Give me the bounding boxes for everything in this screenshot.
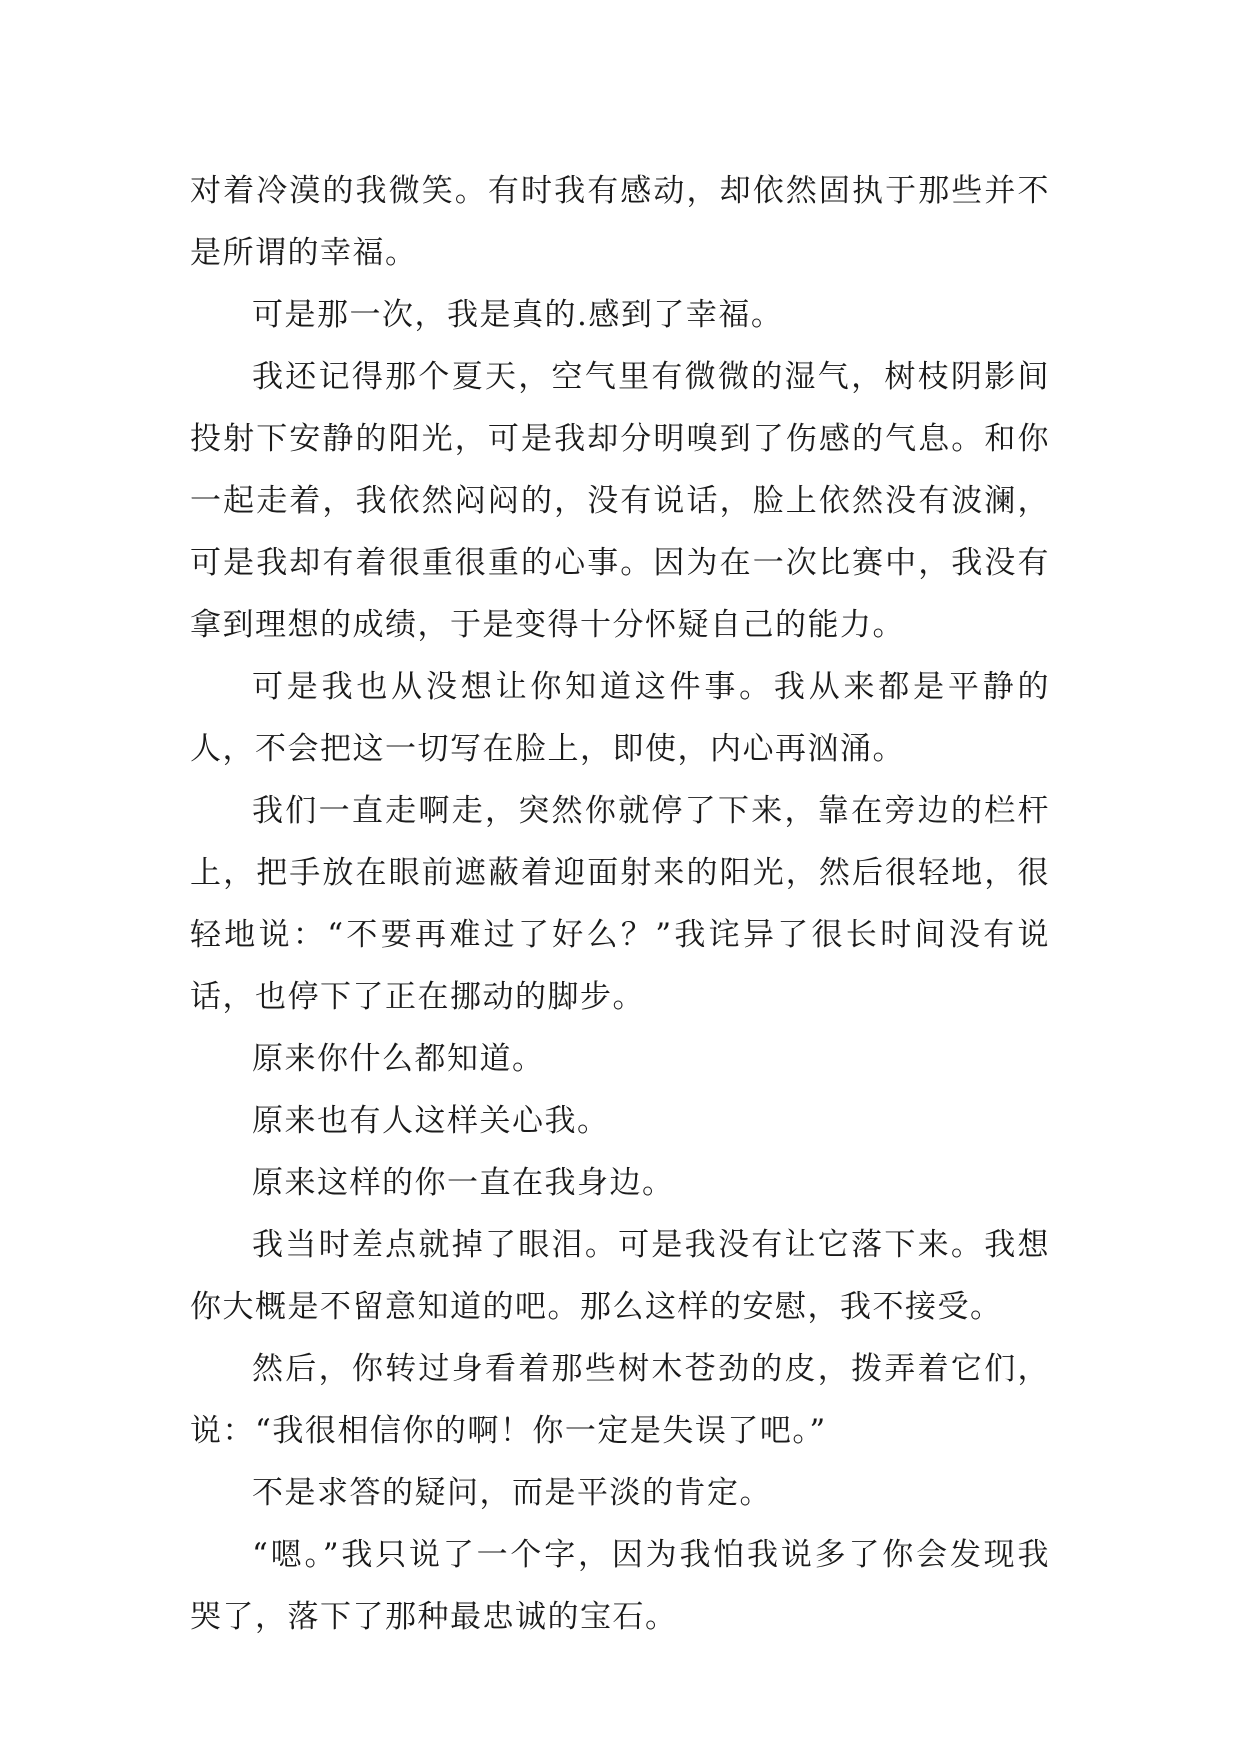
paragraph-1: 对着冷漠的我微笑。有时我有感动，却依然固执于那些并不是所谓的幸福。 xyxy=(190,173,1050,271)
paragraph-9: 我当时差点就掉了眼泪。可是我没有让它落下来。我想你大概是不留意知道的吧。那么这样的安慰，我不接受。 xyxy=(190,1227,1050,1325)
paragraph-10: 然后，你转过身看着那些树木苍劲的皮，拨弄着它们，说：“我很相信你的啊！你一定是失误了吧。” xyxy=(190,1351,1050,1449)
paragraph-8: 原来这样的你一直在我身边。 xyxy=(252,1165,675,1201)
paragraph-4: 可是我也从没想让你知道这件事。我从来都是平静的人，不会把这一切写在脸上，即使，内心再汹涌。 xyxy=(190,669,1050,767)
paragraph-3: 我还记得那个夏天，空气里有微微的湿气，树枝阴影间投射下安静的阳光，可是我却分明嗅到了伤感的气息。和你一起走着，我依然闷闷的，没有说话，脸上依然没有波澜，可是我却有着很重很重的心事。因为在一次比赛中，我没有拿到理想的成绩，于是变得十分怀疑自己的能力。 xyxy=(190,359,1050,643)
paragraph-6: 原来你什么都知道。 xyxy=(252,1041,545,1077)
paragraph-11: 不是求答的疑问，而是平淡的肯定。 xyxy=(252,1475,772,1511)
paragraph-7: 原来也有人这样关心我。 xyxy=(252,1103,610,1139)
paragraph-2: 可是那一次，我是真的.感到了幸福。 xyxy=(252,297,784,333)
paragraph-5: 我们一直走啊走，突然你就停了下来，靠在旁边的栏杆上，把手放在眼前遮蔽着迎面射来的阳光，然后很轻地，很轻地说：“不要再难过了好么？”我诧异了很长时间没有说话，也停下了正在挪动的脚步。 xyxy=(190,793,1050,1015)
document-body xyxy=(190,160,1050,1648)
paragraph-12: “嗯。”我只说了一个字，因为我怕我说多了你会发现我哭了，落下了那种最忠诚的宝石。 xyxy=(190,1537,1050,1635)
